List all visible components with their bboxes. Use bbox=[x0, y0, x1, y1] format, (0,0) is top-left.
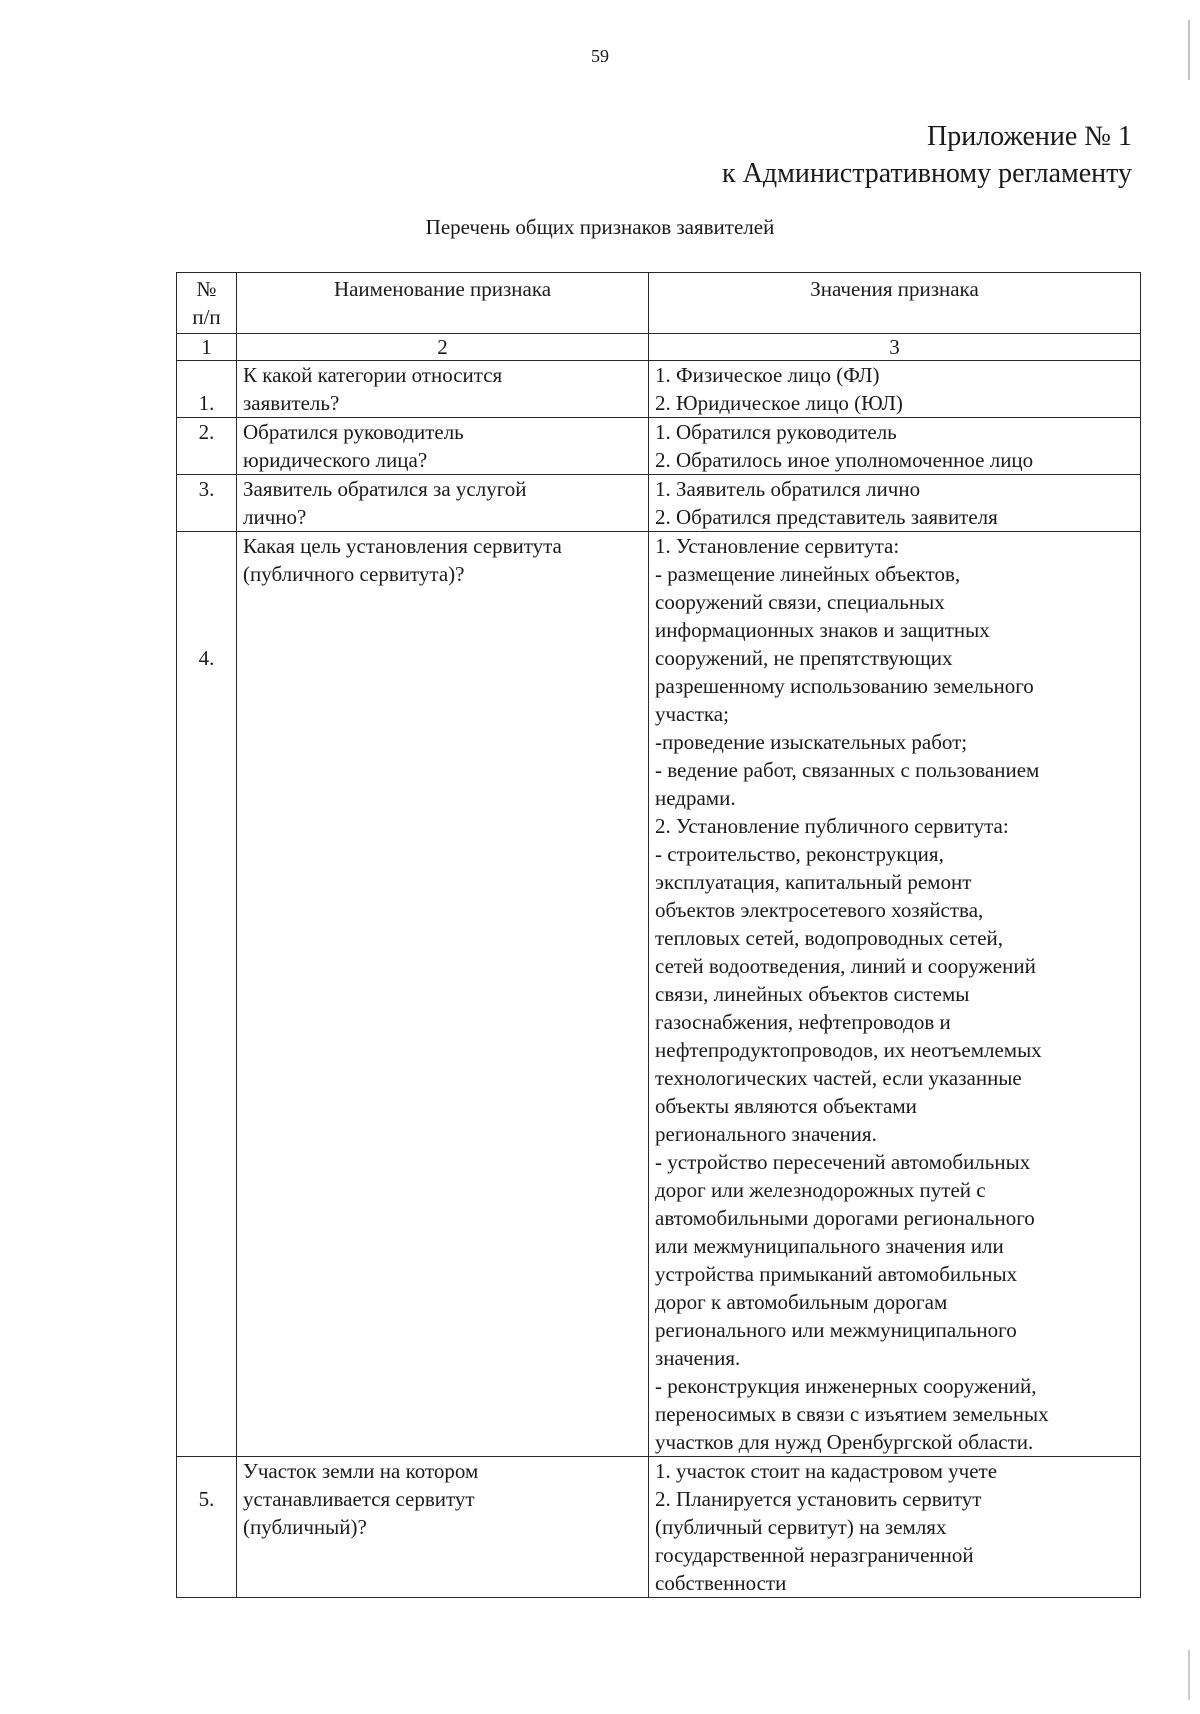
text-line: - реконструкция инженерных сооружений, bbox=[655, 1374, 1037, 1398]
text-line: 1. Заявитель обратился лично bbox=[655, 477, 921, 501]
text-line: (публичный сервитут) на землях bbox=[655, 1515, 947, 1539]
text-line: Какая цель установления сервитута bbox=[243, 534, 562, 558]
table-row bbox=[177, 532, 1141, 1457]
column-index-cell: 2 bbox=[237, 334, 649, 361]
column-index-cell: 1 bbox=[177, 334, 237, 361]
text-line: 2. Планируется установить сервитут bbox=[655, 1487, 982, 1511]
row-number: 4. bbox=[177, 532, 237, 1457]
text-line: разрешенному использованию земельного bbox=[655, 674, 1034, 698]
column-index-cell: 3 bbox=[649, 334, 1141, 361]
text-line: участка; bbox=[655, 702, 729, 726]
text-line: К какой категории относится bbox=[243, 363, 503, 387]
text-line: сетей водоотведения, линий и сооружений bbox=[655, 954, 1036, 978]
text-line: объектов электросетевого хозяйства, bbox=[655, 898, 984, 922]
scan-edge-mark bbox=[1188, 1650, 1190, 1700]
text-line: (публичного сервитута)? bbox=[243, 562, 465, 586]
text-line: сооружений связи, специальных bbox=[655, 590, 945, 614]
table-row bbox=[177, 1457, 1141, 1598]
appendix-line-2: к Административному регламенту bbox=[722, 158, 1132, 189]
text-line: значения. bbox=[655, 1346, 741, 1370]
text-line: дорог к автомобильным дорогам bbox=[655, 1290, 948, 1314]
text-line: эксплуатация, капитальный ремонт bbox=[655, 870, 972, 894]
text-line: 2. Обратился представитель заявителя bbox=[655, 505, 998, 529]
text-line: устанавливается сервитут bbox=[243, 1487, 475, 1511]
header-number bbox=[177, 273, 237, 334]
text-line: тепловых сетей, водопроводных сетей, bbox=[655, 926, 1004, 950]
criterion-values bbox=[649, 532, 1141, 1457]
text-line: Заявитель обратился за услугой bbox=[243, 477, 527, 501]
text-line: сооружений, не препятствующих bbox=[655, 646, 953, 670]
criterion-values bbox=[649, 475, 1141, 532]
text-line: государственной неразграниченной bbox=[655, 1543, 974, 1567]
text-line: - устройство пересечений автомобильных bbox=[655, 1150, 1031, 1174]
text-line: информационных знаков и защитных bbox=[655, 618, 990, 642]
text-line: связи, линейных объектов системы bbox=[655, 982, 970, 1006]
criterion-name bbox=[237, 1457, 649, 1598]
text-line: технологических частей, если указанные bbox=[655, 1066, 1022, 1090]
table-row bbox=[177, 361, 1141, 418]
criterion-values bbox=[649, 1457, 1141, 1598]
text-line: нефтепродуктопроводов, их неотъемлемых bbox=[655, 1038, 1042, 1062]
header-number-line: п/п bbox=[192, 305, 221, 329]
applicant-criteria-table bbox=[176, 272, 1141, 1598]
text-line: участков для нужд Оренбургской области. bbox=[655, 1430, 1034, 1454]
text-line: газоснабжения, нефтепроводов и bbox=[655, 1010, 951, 1034]
text-line: переносимых в связи с изъятием земельных bbox=[655, 1402, 1049, 1426]
text-line: - ведение работ, связанных с пользованием bbox=[655, 758, 1040, 782]
text-line: объекты являются объектами bbox=[655, 1094, 917, 1118]
text-line: 1. Обратился руководитель bbox=[655, 420, 897, 444]
text-line: Участок земли на котором bbox=[243, 1459, 479, 1483]
text-line: регионального или межмуниципального bbox=[655, 1318, 1017, 1342]
text-line: 1. Установление сервитута: bbox=[655, 534, 900, 558]
criterion-name bbox=[237, 418, 649, 475]
criterion-name bbox=[237, 475, 649, 532]
text-line: или межмуниципального значения или bbox=[655, 1234, 1004, 1258]
document-title: Перечень общих признаков заявителей bbox=[425, 215, 775, 239]
text-line: дорог или железнодорожных путей с bbox=[655, 1178, 986, 1202]
text-line: - размещение линейных объектов, bbox=[655, 562, 961, 586]
text-line: 1. участок стоит на кадастровом учете bbox=[655, 1459, 998, 1483]
text-line: лично? bbox=[243, 505, 307, 529]
text-line: 1. Физическое лицо (ФЛ) bbox=[655, 363, 880, 387]
text-line: - строительство, реконструкция, bbox=[655, 842, 944, 866]
text-line: -проведение изыскательных работ; bbox=[655, 730, 968, 754]
scan-edge-mark bbox=[1188, 20, 1190, 80]
row-number: 2. bbox=[177, 418, 237, 475]
criterion-name bbox=[237, 532, 649, 1457]
text-line: регионального значения. bbox=[655, 1122, 877, 1146]
text-line: собственности bbox=[655, 1571, 787, 1595]
row-number: 5. bbox=[177, 1457, 237, 1598]
text-line: устройства примыканий автомобильных bbox=[655, 1262, 1018, 1286]
header-criterion-name: Наименование признака bbox=[237, 273, 649, 334]
text-line: 2. Установление публичного сервитута: bbox=[655, 814, 1009, 838]
table-header-row bbox=[177, 273, 1141, 334]
appendix-heading bbox=[722, 118, 1132, 192]
criterion-values bbox=[649, 418, 1141, 475]
text-line: заявитель? bbox=[243, 391, 340, 415]
column-index-row bbox=[177, 334, 1141, 361]
text-line: 2. Обратилось иное уполномоченное лицо bbox=[655, 448, 1034, 472]
appendix-line-1: Приложение № 1 bbox=[927, 121, 1132, 152]
header-criterion-values: Значения признака bbox=[649, 273, 1141, 334]
header-number-line: № bbox=[196, 277, 217, 301]
criterion-name bbox=[237, 361, 649, 418]
text-line: недрами. bbox=[655, 786, 736, 810]
table-row bbox=[177, 475, 1141, 532]
table-row bbox=[177, 418, 1141, 475]
page-number: 59 bbox=[591, 46, 609, 66]
text-line: 2. Юридическое лицо (ЮЛ) bbox=[655, 391, 903, 415]
row-number: 1. bbox=[177, 361, 237, 418]
text-line: юридического лица? bbox=[243, 448, 428, 472]
text-line: (публичный)? bbox=[243, 1515, 367, 1539]
text-line: автомобильными дорогами регионального bbox=[655, 1206, 1035, 1230]
text-line: Обратился руководитель bbox=[243, 420, 464, 444]
row-number: 3. bbox=[177, 475, 237, 532]
criterion-values bbox=[649, 361, 1141, 418]
